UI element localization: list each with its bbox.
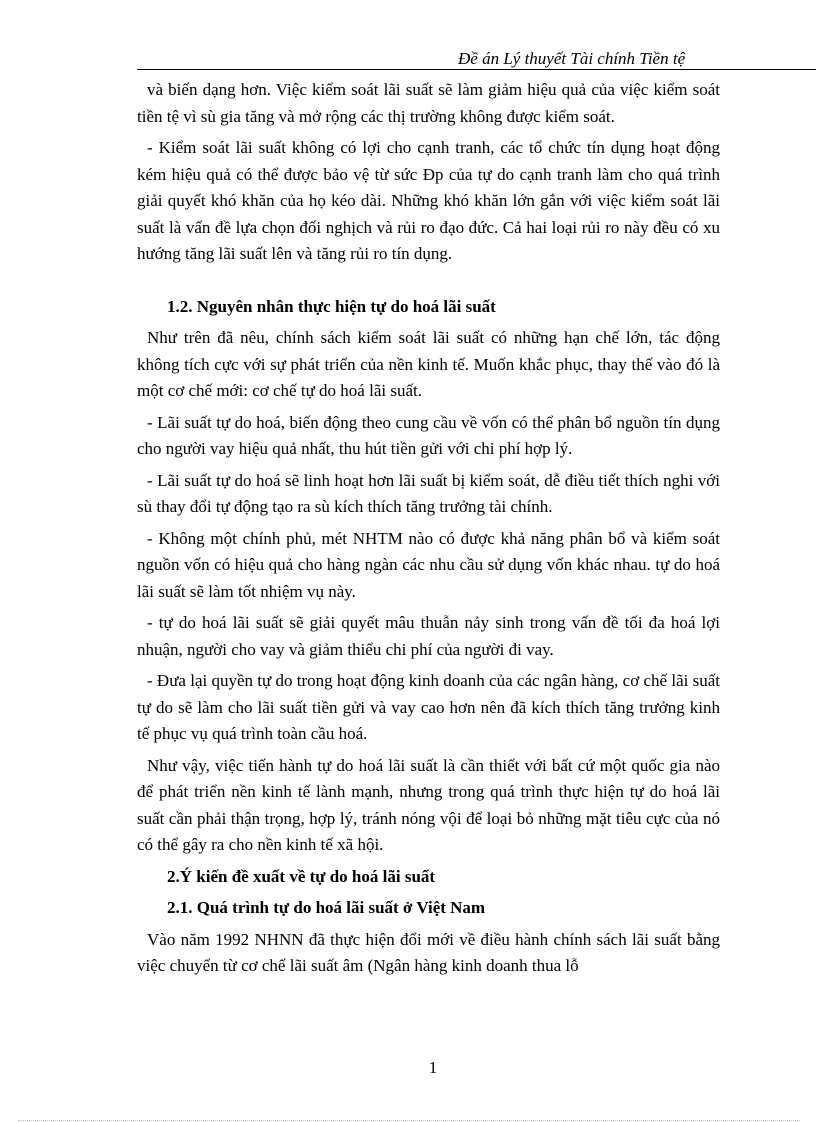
paragraph: - Lãi suất tự do hoá sẽ linh hoạt hơn lãi suất bị kiểm soát, dễ điều tiết thích nghi với sù thay đổi tự động tạo ra sù kích thích tăng trưởng tài chính. xyxy=(137,470,720,516)
subsection-heading: 2.1. Quá trình tự do hoá lãi suất ở Việt Nam xyxy=(167,898,486,917)
paragraph: - Lãi suất tự do hoá, biến động theo cung cầu về vốn có thể phân bổ nguồn tín dụng cho người vay hiệu quả nhất, thu hút tiền gửi với chi phí hợp lý. xyxy=(137,412,720,458)
document-title: Đề án Lý thuyết Tài chính Tiền tệ xyxy=(458,49,686,68)
page-body xyxy=(137,77,720,985)
section-heading: 2.Ý kiến đề xuất về tự do hoá lãi suất xyxy=(167,866,436,886)
footer-divider xyxy=(18,1120,800,1121)
paragraph: Vào năm 1992 NHNN đã thực hiện đổi mới về điều hành chính sách lãi suất bằng việc chuyển từ cơ chế lãi suất âm (Ngân hàng kinh doanh thua lỗ xyxy=(137,929,720,975)
paragraph: - Đưa lại quyền tự do trong hoạt động kinh doanh của các ngân hàng, cơ chế lãi suất tự do sẽ làm cho lãi suất tiền gửi và vay cao hơn nên đã kích thích tăng trưởng kinh tế phục vụ quá trình toàn cầu hoá. xyxy=(137,671,720,743)
paragraph: - tự do hoá lãi suất sẽ giải quyết mâu thuẫn nảy sinh trong vấn đề tối đa hoá lợi nhuận, người cho vay và giảm thiểu chi phí của người đi vay. xyxy=(137,613,720,659)
page-number: 1 xyxy=(428,1058,438,1077)
paragraph: - Không một chính phủ, mét NHTM nào có được khả năng phân bổ và kiểm soát nguồn vốn có hiệu quả cho hàng ngàn các nhu cầu sử dụng vốn khác nhau. tự do hoá lãi suất sẽ làm tốt nhiệm vụ này. xyxy=(137,528,720,601)
paragraph: - Kiểm soát lãi suất không có lợi cho cạnh tranh, các tổ chức tín dụng hoạt động kém hiệu quả có thể được bảo vệ từ sức Đp của tự do cạnh tranh làm cho quá trình giải quyết khó khăn của họ kéo dài. Những khó khăn lớn gắn với việc kiểm soát lãi suất là vấn đề lựa chọn đối nghịch và rủi ro đạo đức. Cả hai loại rủi ro này đều có xu hướng tăng lãi suất lên và tăng rủi ro tín dụng. xyxy=(137,138,720,263)
paragraph: và biến dạng hơn. Việc kiểm soát lãi suất sẽ làm giảm hiệu quả của việc kiểm soát tiền tệ vì sù gia tăng và mở rộng các thị trường không được kiểm soát. xyxy=(137,80,720,126)
paragraph: Như trên đã nêu, chính sách kiểm soát lãi suất có những hạn chế lớn, tác động không tích cực với sự phát triển của nền kinh tế. Muốn khắc phục, thay thế vào đó là một cơ chế mới: cơ chế tự do hoá lãi suất. xyxy=(137,328,720,400)
paragraph: Như vậy, việc tiến hành tự do hoá lãi suất là cần thiết với bất cứ một quốc gia nào để phát triển nền kinh tế lành mạnh, nhưng trong quá trình thực hiện tự do hoá lãi suất cần phải thận trọng, hợp lý, tránh nóng vội để loại bỏ những mặt tiêu cực của nó có thể gây ra cho nền kinh tế xã hội. xyxy=(137,755,720,854)
section-heading: 1.2. Nguyên nhân thực hiện tự do hoá lãi suất xyxy=(167,296,496,316)
header-divider xyxy=(137,69,816,70)
